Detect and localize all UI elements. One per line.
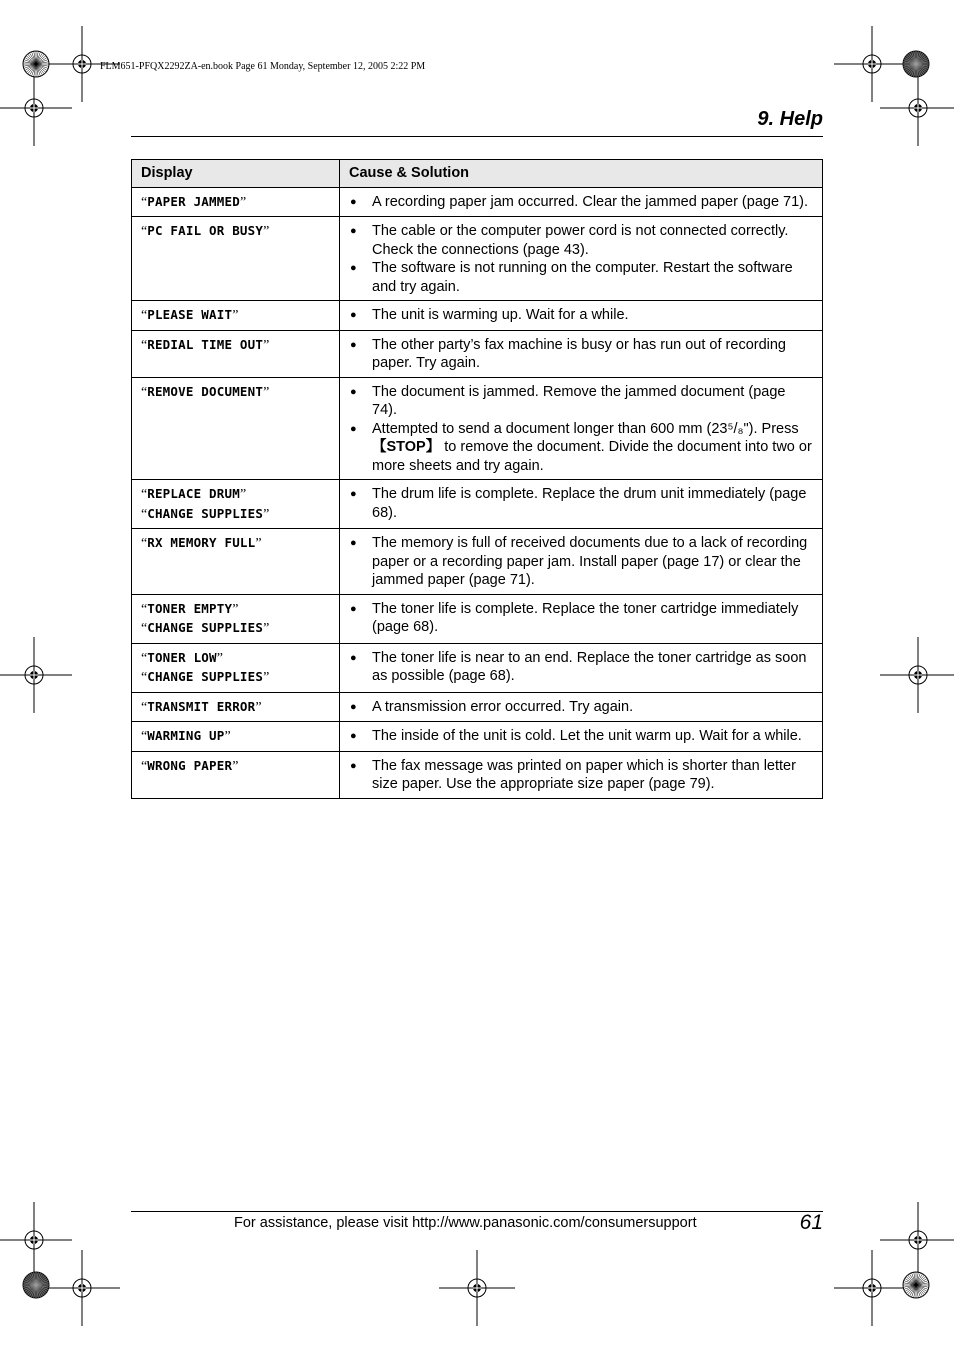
display-code: PC FAIL OR BUSY — [147, 223, 264, 238]
display-message: “TONER LOW” — [141, 649, 223, 666]
cause-solution-cell — [340, 330, 823, 377]
table-row — [132, 722, 823, 752]
display-code: PLEASE WAIT — [147, 307, 233, 322]
registration-crosshair-icon — [0, 68, 74, 148]
cause-list — [349, 649, 813, 686]
cause-item: ● The memory is full of received documents due to a lack of recording paper or a recording paper jam. Install paper (page 17) or clear the jammed paper (page 71). — [349, 534, 813, 590]
cause-solution-cell — [340, 187, 823, 217]
column-header-cause: Cause & Solution — [340, 160, 823, 188]
table-row — [132, 217, 823, 301]
display-code: CHANGE SUPPLIES — [147, 620, 264, 635]
table-row — [132, 643, 823, 692]
cause-item: ● The inside of the unit is cold. Let the unit warm up. Wait for a while. — [349, 727, 813, 746]
table-row — [132, 594, 823, 643]
display-code: CHANGE SUPPLIES — [147, 505, 264, 521]
display-message-cell — [132, 692, 340, 722]
cause-list — [349, 727, 813, 746]
display-message: “WARMING UP” — [141, 728, 231, 744]
cause-solution-cell — [340, 480, 823, 529]
cause-list — [349, 600, 813, 637]
display-code: TONER EMPTY — [147, 600, 233, 616]
table-row — [132, 692, 823, 722]
cause-solution-cell — [340, 643, 823, 692]
cause-item: ● The fax message was printed on paper which is shorter than letter size paper. Use the appropriate size paper (page 79). — [349, 757, 813, 794]
display-message: “CHANGE SUPPLIES” — [141, 669, 270, 685]
table-row — [132, 480, 823, 529]
cause-item: ● A recording paper jam occurred. Clear the jammed paper (page 71). — [349, 193, 813, 212]
cause-item: ● Attempted to send a document longer than 600 mm (23⁵/₈"). Press 【STOP】 to remove the document. Divide the document into two or more sheets and try again. — [349, 420, 813, 476]
display-message: “REMOVE DOCUMENT” — [141, 383, 270, 400]
registration-crosshair-icon — [878, 68, 954, 148]
registration-rosette-icon — [21, 49, 51, 79]
display-message-cell — [132, 643, 340, 692]
display-message: “PAPER JAMMED” — [141, 193, 247, 210]
display-code: TRANSMIT ERROR — [147, 698, 256, 714]
registration-crosshair-icon — [42, 1248, 122, 1328]
cause-item: ● The document is jammed. Remove the jammed document (page 74). — [349, 383, 813, 420]
registration-rosette-icon — [21, 1270, 51, 1300]
cause-solution-cell — [340, 529, 823, 595]
cause-solution-cell — [340, 301, 823, 331]
display-code: REDIAL TIME OUT — [147, 336, 264, 352]
display-code: RX MEMORY FULL — [147, 535, 256, 550]
cause-item: ● The drum life is complete. Replace the drum unit immediately (page 68). — [349, 485, 813, 522]
display-message: “PC FAIL OR BUSY” — [141, 223, 270, 239]
section-title: 9. Help — [757, 108, 823, 130]
registration-crosshair-icon — [878, 635, 954, 715]
cause-item: ● The toner life is complete. Replace the toner cartridge immediately (page 68). — [349, 600, 813, 637]
display-message-cell — [132, 301, 340, 331]
display-code: WRONG PAPER — [147, 757, 233, 773]
table-row — [132, 330, 823, 377]
table-header-row — [132, 160, 823, 188]
registration-crosshair-icon — [832, 1248, 912, 1328]
footer-rule — [131, 1211, 823, 1212]
cause-list — [349, 222, 813, 296]
table-row — [132, 187, 823, 217]
display-message: “CHANGE SUPPLIES” — [141, 620, 270, 636]
display-message: “WRONG PAPER” — [141, 757, 239, 774]
display-message-cell — [132, 751, 340, 798]
display-message-cell — [132, 377, 340, 480]
cause-item: ● The cable or the computer power cord is not connected correctly. Check the connections (page 43). — [349, 222, 813, 259]
table-row — [132, 529, 823, 595]
registration-rosette-icon — [901, 49, 931, 79]
cause-solution-cell — [340, 377, 823, 480]
print-meta: FLM651-PFQX2292ZA-en.book Page 61 Monday, September 12, 2005 2:22 PM — [100, 61, 426, 72]
display-message: “REPLACE DRUM” — [141, 486, 247, 502]
display-message: “REDIAL TIME OUT” — [141, 336, 270, 353]
cause-list — [349, 757, 813, 794]
cause-list — [349, 383, 813, 476]
cause-solution-cell — [340, 722, 823, 752]
cause-list — [349, 534, 813, 590]
table-row — [132, 301, 823, 331]
key-label: 【STOP】 — [372, 439, 441, 455]
help-table — [131, 159, 823, 799]
display-code: REMOVE DOCUMENT — [147, 383, 264, 399]
registration-rosette-icon — [901, 1270, 931, 1300]
cause-list — [349, 306, 813, 325]
page-number: 61 — [799, 1211, 823, 1234]
footer-assistance-text: For assistance, please visit http://www.panasonic.com/consumersupport — [234, 1215, 697, 1231]
display-message-cell — [132, 480, 340, 529]
display-code: WARMING UP — [147, 728, 225, 743]
display-message-cell — [132, 187, 340, 217]
cause-item: ● The other party’s fax machine is busy or has run out of recording paper. Try again. — [349, 336, 813, 373]
display-message-cell — [132, 722, 340, 752]
cause-list — [349, 485, 813, 522]
display-code: TONER LOW — [147, 649, 217, 665]
registration-crosshair-icon — [0, 635, 74, 715]
header-rule — [131, 136, 823, 137]
cause-solution-cell — [340, 217, 823, 301]
display-message-cell — [132, 330, 340, 377]
table-row — [132, 751, 823, 798]
cause-list — [349, 698, 813, 717]
cause-item: ● The software is not running on the computer. Restart the software and try again. — [349, 259, 813, 296]
display-code: REPLACE DRUM — [147, 486, 240, 501]
display-message: “CHANGE SUPPLIES” — [141, 505, 270, 522]
cause-solution-cell — [340, 751, 823, 798]
cause-solution-cell — [340, 594, 823, 643]
display-message: “RX MEMORY FULL” — [141, 535, 262, 551]
display-message-cell — [132, 217, 340, 301]
table-row — [132, 377, 823, 480]
registration-crosshair-icon — [437, 1248, 517, 1328]
display-message: “PLEASE WAIT” — [141, 307, 239, 323]
cause-list — [349, 336, 813, 373]
cause-item: ● A transmission error occurred. Try again. — [349, 698, 813, 717]
display-message: “TRANSMIT ERROR” — [141, 698, 262, 715]
cause-solution-cell — [340, 692, 823, 722]
cause-item: ● The unit is warming up. Wait for a while. — [349, 306, 813, 325]
cause-list — [349, 193, 813, 212]
column-header-display: Display — [132, 160, 340, 188]
display-message: “TONER EMPTY” — [141, 600, 239, 617]
display-message-cell — [132, 529, 340, 595]
display-code: PAPER JAMMED — [147, 193, 240, 209]
display-code: CHANGE SUPPLIES — [147, 669, 264, 684]
display-message-cell — [132, 594, 340, 643]
cause-item: ● The toner life is near to an end. Replace the toner cartridge as soon as possible (page 68). — [349, 649, 813, 686]
